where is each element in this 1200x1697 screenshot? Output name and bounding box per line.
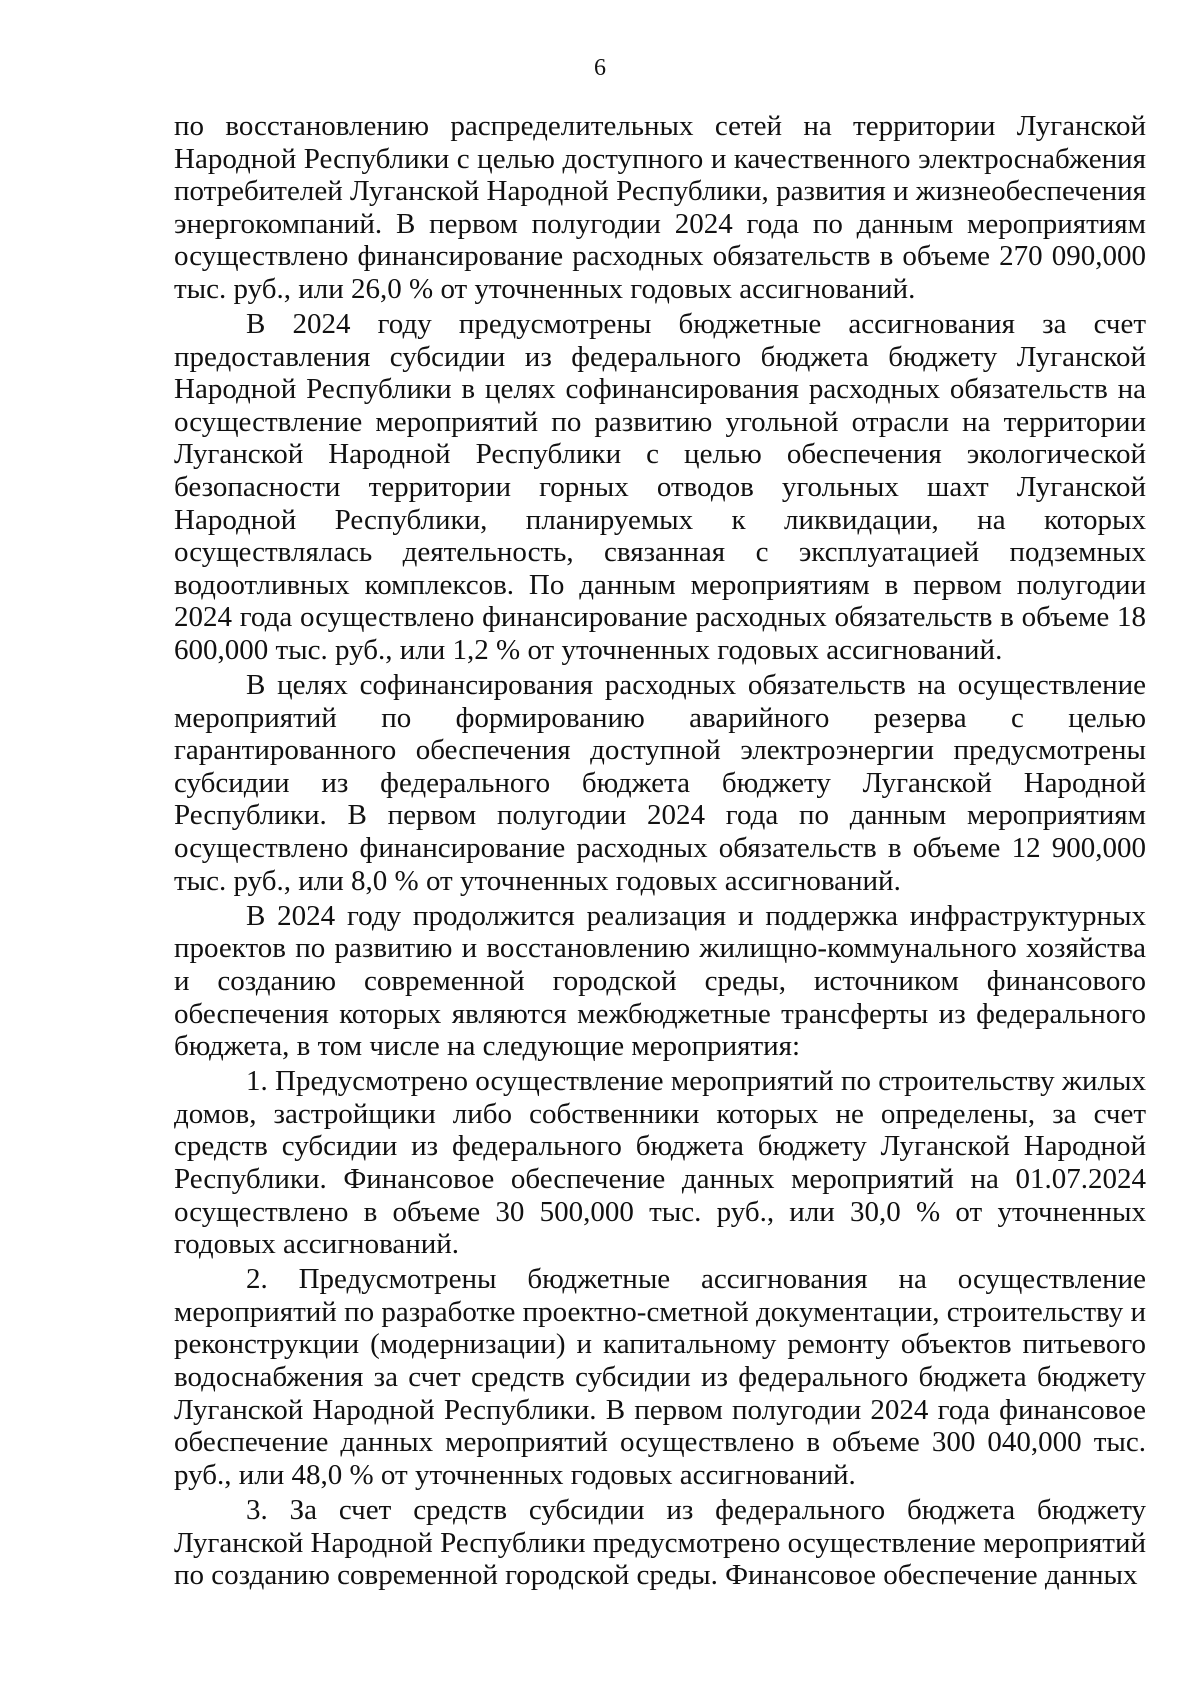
list-item-water-supply: 2. Предусмотрены бюджетные ассигнования на осуществление мероприятий по разработке проектно-сметной документации, строительству и реконструкции (модернизации) и капитальному ремонту объектов питьевого водоснабжения за счет средств субсидии из федерального бюджета бюджету Луганской Народной Республики. В первом полугодии 2024 года финансовое обеспечение данных мероприятий осуществлено в объеме 300 040,000 тыс. руб., или 48,0 % от уточненных годовых ассигнований. <box>174 1263 1146 1491</box>
paragraph-coal-industry: В 2024 году предусмотрены бюджетные ассигнования за счет предоставления субсидии из федерального бюджета бюджету Луганской Народной Республики в целях софинансирования расходных обязательств на осуществление мероприятий по развитию угольной отрасли на территории Луганской Народной Республики с целью обеспечения экологической безопасности территории горных отводов угольных шахт Луганской Народной Республики, планируемых к ликвидации, на которых осуществлялась деятельность, связанная с эксплуатацией подземных водоотливных комплексов. По данным мероприятиям в первом полугодии 2024 года осуществлено финансирование расходных обязательств в объеме 18 600,000 тыс. руб., или 1,2 % от уточненных годовых ассигнований. <box>174 308 1146 666</box>
document-body <box>174 110 1146 1594</box>
paragraph-infrastructure-projects: В 2024 году продолжится реализация и поддержка инфраструктурных проектов по развитию и восстановлению жилищно-коммунального хозяйства и созданию современной городской среды, источником финансового обеспечения которых являются межбюджетные трансферты из федерального бюджета, в том числе на следующие мероприятия: <box>174 899 1146 1063</box>
list-item-urban-environment: 3. За счет средств субсидии из федерального бюджета бюджету Луганской Народной Республики предусмотрено осуществление мероприятий по созданию современной городской среды. Финансовое обеспечение данных <box>174 1493 1146 1592</box>
page-number: 6 <box>594 55 606 81</box>
list-item-housing: 1. Предусмотрено осуществление мероприятий по строительству жилых домов, застройщики либо собственники которых не определены, за счет средств субсидии из федерального бюджета бюджету Луганской Народной Республики. Финансовое обеспечение данных мероприятий на 01.07.2024 осуществлено в объеме 30 500,000 тыс. руб., или 30,0 % от уточненных годовых ассигнований. <box>174 1065 1146 1261</box>
paragraph-emergency-reserve: В целях софинансирования расходных обязательств на осуществление мероприятий по формированию аварийного резерва с целью гарантированного обеспечения доступной электроэнергии предусмотрены субсидии из федерального бюджета бюджету Луганской Народной Республики. В первом полугодии 2024 года по данным мероприятиям осуществлено финансирование расходных обязательств в объеме 12 900,000 тыс. руб., или 8,0 % от уточненных годовых ассигнований. <box>174 669 1146 897</box>
paragraph-continuation: по восстановлению распределительных сетей на территории Луганской Народной Республики с целью доступного и качественного электроснабжения потребителей Луганской Народной Республики, развития и жизнеобеспечения энергокомпаний. В первом полугодии 2024 года по данным мероприятиям осуществлено финансирование расходных обязательств в объеме 270 090,000 тыс. руб., или 26,0 % от уточненных годовых ассигнований. <box>174 110 1146 305</box>
